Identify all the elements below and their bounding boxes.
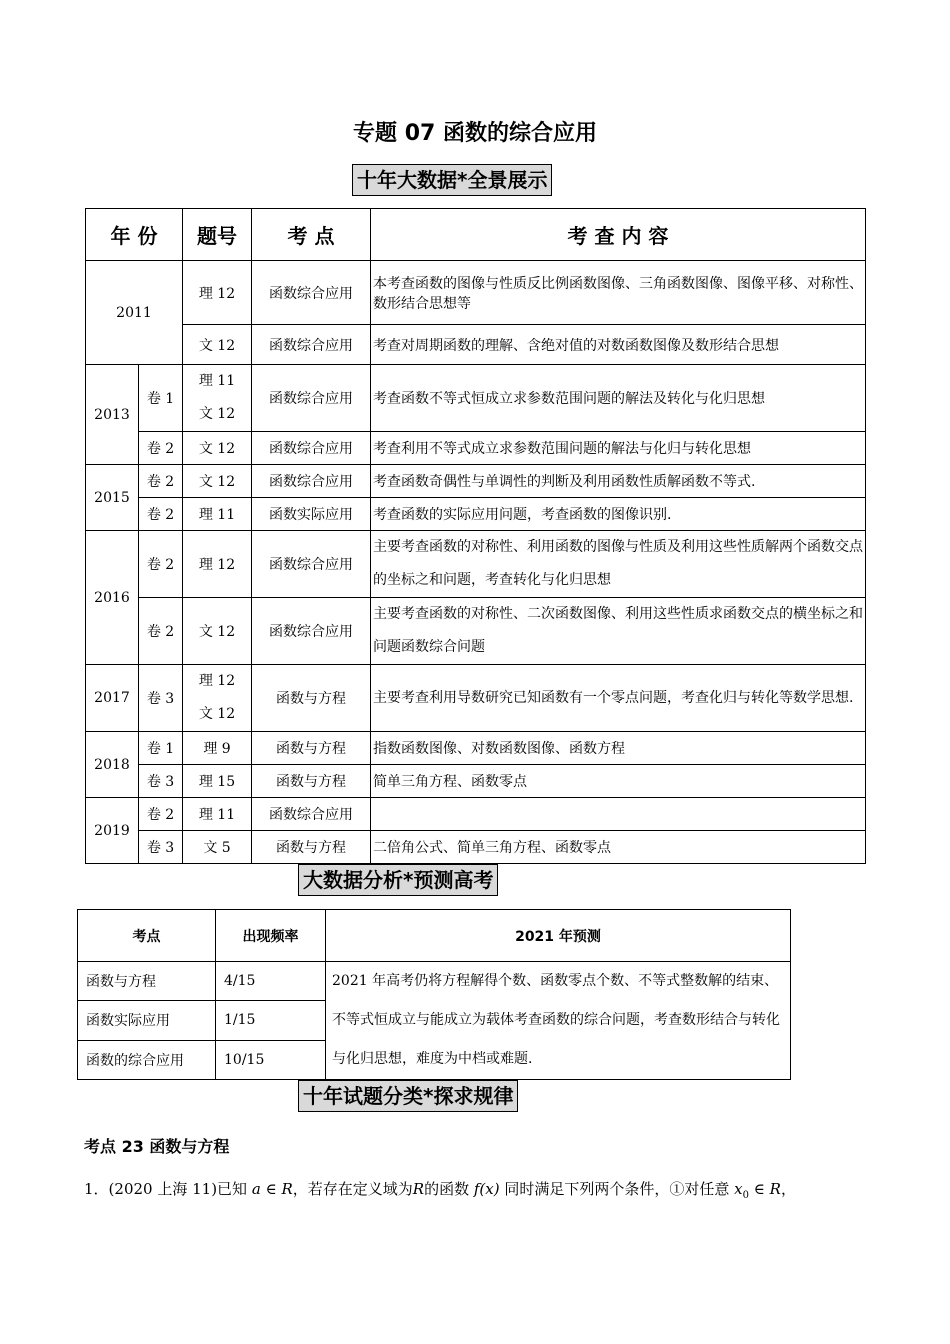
number-cell: 文 12 bbox=[183, 325, 252, 365]
math-in-symbol: ∈ bbox=[753, 1180, 765, 1198]
content-cell bbox=[371, 798, 866, 831]
topic-cell: 函数实际应用 bbox=[252, 498, 371, 531]
table-row bbox=[86, 365, 866, 432]
question-text: ， bbox=[780, 1180, 796, 1198]
number-cell: 理 11 bbox=[183, 798, 252, 831]
question-text: 的函数 bbox=[424, 1180, 470, 1198]
number-line: 文 12 bbox=[198, 406, 236, 422]
number-cell: 理 15 bbox=[183, 765, 252, 798]
content-cell: 指数函数图像、对数函数图像、函数方程 bbox=[371, 732, 866, 765]
content-cell: 主要考查利用导数研究已知函数有一个零点问题，考查化归与转化等数学思想. bbox=[371, 665, 866, 732]
content-cell: 考查利用不等式成立求参数范围问题的解法与化归与转化思想 bbox=[371, 432, 866, 465]
header-topic: 考 点 bbox=[252, 209, 371, 261]
topic-cell: 函数与方程 bbox=[252, 765, 371, 798]
header-year: 年 份 bbox=[86, 209, 183, 261]
topic-cell: 函数综合应用 bbox=[252, 325, 371, 365]
paper-cell: 卷 1 bbox=[139, 365, 183, 432]
paper-cell: 卷 2 bbox=[139, 465, 183, 498]
number-cell: 理 12 bbox=[183, 531, 252, 598]
table-row bbox=[86, 432, 866, 465]
exam-history-table bbox=[85, 208, 866, 864]
math-var-x: x bbox=[734, 1180, 743, 1198]
topic-cell: 函数的综合应用 bbox=[78, 1040, 216, 1079]
page-title: 专题 07 函数的综合应用 bbox=[353, 121, 597, 146]
content-cell: 考查函数不等式恒成立求参数范围问题的解法及转化与化归思想 bbox=[371, 365, 866, 432]
paper-cell: 卷 2 bbox=[139, 432, 183, 465]
banner-overview: 十年大数据*全景展示 bbox=[352, 164, 552, 196]
year-cell: 2013 bbox=[86, 365, 139, 465]
topic-cell: 函数综合应用 bbox=[252, 798, 371, 831]
question-1 bbox=[84, 1178, 796, 1201]
paper-cell: 卷 2 bbox=[139, 598, 183, 665]
prediction-cell: 2021 年高考仍将方程解得个数、函数零点个数、不等式整数解的结束、不等式恒成立与能成立为载体考查函数的综合问题，考查数形结合与转化与化归思想，难度为中档或难题. bbox=[326, 962, 791, 1080]
topic-cell: 函数综合应用 bbox=[252, 531, 371, 598]
prediction-table bbox=[77, 909, 791, 1080]
frequency-cell: 1/15 bbox=[216, 1001, 326, 1040]
content-cell: 主要考查函数的对称性、二次函数图像、利用这些性质求函数交点的横坐标之和问题函数综合问题 bbox=[371, 598, 866, 665]
year-cell: 2019 bbox=[86, 798, 139, 864]
frequency-cell: 10/15 bbox=[216, 1040, 326, 1079]
banner-analysis: 大数据分析*预测高考 bbox=[298, 864, 498, 896]
paper-cell: 卷 2 bbox=[139, 498, 183, 531]
header-number: 题号 bbox=[183, 209, 252, 261]
topic-cell: 函数综合应用 bbox=[252, 432, 371, 465]
content-cell: 考查函数奇偶性与单调性的判断及利用函数性质解函数不等式. bbox=[371, 465, 866, 498]
number-cell: 文 12 bbox=[183, 465, 252, 498]
question-text: 同时满足下列两个条件，①对任意 bbox=[504, 1180, 730, 1198]
table-row bbox=[86, 325, 866, 365]
header-frequency: 出现频率 bbox=[216, 910, 326, 962]
content-cell: 主要考查函数的对称性、利用函数的图像与性质及利用这些性质解两个函数交点的坐标之和问题，考查转化与化归思想 bbox=[371, 531, 866, 598]
table-row bbox=[86, 598, 866, 665]
table-row bbox=[86, 531, 866, 598]
table-row bbox=[86, 765, 866, 798]
table-header-row bbox=[78, 910, 791, 962]
number-cell: 理 11 bbox=[183, 498, 252, 531]
year-cell: 2017 bbox=[86, 665, 139, 732]
topic-cell: 函数与方程 bbox=[252, 665, 371, 732]
paper-cell: 卷 2 bbox=[139, 798, 183, 831]
year-cell: 2015 bbox=[86, 465, 139, 531]
paper-cell: 卷 3 bbox=[139, 765, 183, 798]
number-cell bbox=[183, 365, 252, 432]
question-text: ，若存在定义域为 bbox=[292, 1180, 413, 1198]
table-row bbox=[86, 261, 866, 325]
math-var-R: R bbox=[281, 1180, 293, 1198]
number-line: 理 11 bbox=[198, 373, 236, 389]
topic-cell: 函数与方程 bbox=[252, 831, 371, 864]
math-subscript: 0 bbox=[742, 1190, 749, 1201]
question-prefix: 1．(2020 上海 11)已知 bbox=[84, 1180, 248, 1198]
topic-cell: 函数实际应用 bbox=[78, 1001, 216, 1040]
topic-cell: 函数综合应用 bbox=[252, 465, 371, 498]
content-cell: 本考查函数的图像与性质反比例函数图像、三角函数图像、图像平移、对称性、数形结合思想等 bbox=[371, 261, 866, 325]
header-topic: 考点 bbox=[78, 910, 216, 962]
topic-cell: 函数综合应用 bbox=[252, 365, 371, 432]
paper-cell: 卷 3 bbox=[139, 831, 183, 864]
topic-cell: 函数与方程 bbox=[252, 732, 371, 765]
header-content: 考 查 内 容 bbox=[371, 209, 866, 261]
content-cell: 二倍角公式、简单三角方程、函数零点 bbox=[371, 831, 866, 864]
table-row bbox=[78, 962, 791, 1001]
content-cell: 简单三角方程、函数零点 bbox=[371, 765, 866, 798]
number-line: 文 12 bbox=[198, 706, 236, 722]
table-row bbox=[86, 498, 866, 531]
year-cell: 2018 bbox=[86, 732, 139, 798]
math-var-a: a bbox=[251, 1180, 261, 1198]
section-heading: 考点 23 函数与方程 bbox=[84, 1137, 230, 1156]
math-var-R: R bbox=[769, 1180, 781, 1198]
table-header-row bbox=[86, 209, 866, 261]
number-cell: 文 12 bbox=[183, 432, 252, 465]
topic-cell: 函数综合应用 bbox=[252, 598, 371, 665]
number-cell: 理 12 bbox=[183, 261, 252, 325]
table-row bbox=[86, 798, 866, 831]
topic-cell: 函数综合应用 bbox=[252, 261, 371, 325]
paper-cell: 卷 2 bbox=[139, 531, 183, 598]
math-in-symbol: ∈ bbox=[265, 1180, 277, 1198]
table-row bbox=[86, 465, 866, 498]
math-function: f(x) bbox=[473, 1180, 500, 1198]
number-line: 理 12 bbox=[198, 673, 236, 689]
paper-cell: 卷 1 bbox=[139, 732, 183, 765]
number-cell: 理 9 bbox=[183, 732, 252, 765]
content-cell: 考查函数的实际应用问题，考查函数的图像识别. bbox=[371, 498, 866, 531]
content-cell: 考查对周期函数的理解、含绝对值的对数函数图像及数形结合思想 bbox=[371, 325, 866, 365]
year-cell: 2016 bbox=[86, 531, 139, 665]
number-cell bbox=[183, 665, 252, 732]
table-row bbox=[86, 732, 866, 765]
number-cell: 文 12 bbox=[183, 598, 252, 665]
table-row bbox=[86, 831, 866, 864]
header-prediction: 2021 年预测 bbox=[326, 910, 791, 962]
topic-cell: 函数与方程 bbox=[78, 962, 216, 1001]
number-cell: 文 5 bbox=[183, 831, 252, 864]
table-row bbox=[86, 665, 866, 732]
paper-cell: 卷 3 bbox=[139, 665, 183, 732]
frequency-cell: 4/15 bbox=[216, 962, 326, 1001]
year-cell: 2011 bbox=[86, 261, 183, 365]
banner-classification: 十年试题分类*探求规律 bbox=[298, 1080, 518, 1112]
math-var-R: R bbox=[412, 1180, 425, 1198]
